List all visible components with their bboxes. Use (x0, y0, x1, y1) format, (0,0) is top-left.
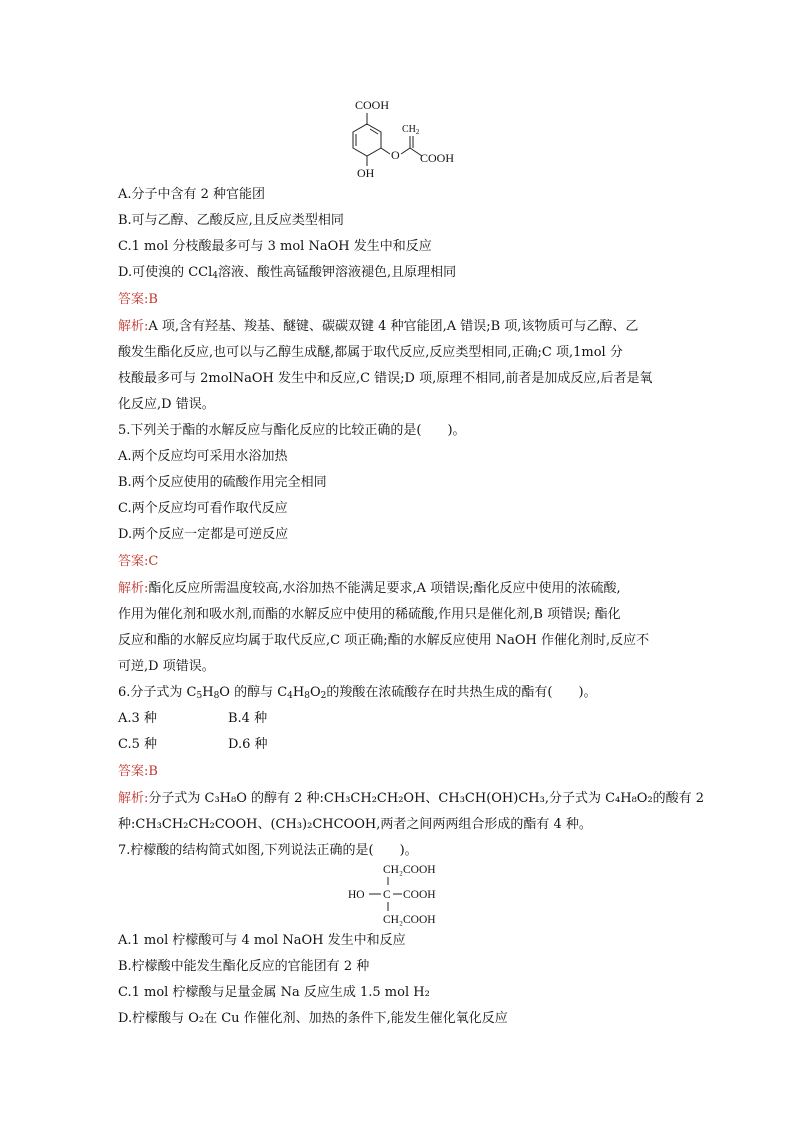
q5-option-b: B.两个反应使用的硫酸作用完全相同 (118, 475, 327, 490)
citric-cooh-group: COOH (403, 889, 436, 901)
q6-analysis-line-2: 种:CH₃CH₂CH₂COOH、(CH₃)₂CHCOOH,两者之间两两组合形成的酯有 4 种。 (118, 817, 592, 832)
q5-question: 5.下列关于酯的水解反应与酯化反应的比较正确的是( )。 (118, 423, 466, 438)
structure-oh: OH (357, 166, 375, 180)
q5-analysis-line-3: 反应和酯的水解反应均属于取代反应,C 项正确;酯的水解反应使用 NaOH 作催化剂时,反应不 (118, 633, 650, 648)
q6-analysis-line-1: 解析:分子式为 C₃H₈O 的醇有 2 种:CH₃CH₂CH₂OH、CH₃CH(OH)CH₃,分子式为 C₄H₈O₂的酸有 2 (118, 791, 705, 806)
q5-analysis-line-2: 作用为催化剂和吸水剂,而酯的水解反应中使用的稀硫酸,作用只是催化剂,B 项错误; 酯化 (118, 607, 621, 622)
q5-option-c: C.两个反应均可看作取代反应 (118, 501, 288, 516)
q7-question: 7.柠檬酸的结构简式如图,下列说法正确的是( )。 (118, 843, 418, 858)
chorismic-acid-structure (330, 96, 470, 182)
q6-option-c: C.5 种 (118, 737, 158, 752)
q5-answer: 答案:C (118, 554, 159, 569)
q4-analysis-line-1: 解析:A 项,含有羟基、羧基、醚键、碳碳双键 4 种官能团,A 错误;B 项,该物质可与乙醇、乙 (118, 319, 639, 334)
q4-option-d: D.可使溴的 CCl$_4$溶液、酸性高锰酸钾溶液褪色,且原理相同 (118, 265, 457, 281)
q4-answer: 答案:B (118, 292, 158, 307)
q4-option-c: C.1 mol 分枝酸最多可与 3 mol NaOH 发生中和反应 (118, 239, 432, 254)
q6-options-row-1 (118, 706, 686, 732)
q4-analysis-line-2: 酸发生酯化反应,也可以与乙醇生成醚,都属于取代反应,反应类型相同,正确;C 项,1mol 分 (118, 345, 623, 360)
q5-option-a: A.两个反应均可采用水浴加热 (118, 449, 288, 464)
q6-answer: 答案:B (118, 764, 158, 779)
citric-top-group: CH₂COOH (383, 864, 436, 876)
q6-option-d: D.6 种 (228, 737, 268, 752)
structure-cooh-right: COOH (420, 151, 455, 165)
q4-option-a: A.分子中含有 2 种官能团 (118, 187, 266, 202)
q5-option-d: D.两个反应一定都是可逆反应 (118, 527, 289, 542)
q5-analysis-line-4: 可逆,D 项错误。 (118, 659, 215, 674)
structure-ch2: $CH_2$ (402, 124, 420, 136)
q7-option-b: B.柠檬酸中能发生酯化反应的官能团有 2 种 (118, 959, 370, 974)
q7-option-c: C.1 mol 柠檬酸与足量金属 Na 反应生成 1.5 mol H₂ (118, 985, 430, 1000)
q6-option-b: B.4 种 (228, 711, 268, 726)
q6-question: 6.分子式为 $C_5H_8O$ 的醇与 $C_4H_8O_2$的羧酸在浓硫酸存在时共热生成的酯有( )。 (118, 685, 597, 701)
q6-options-row-2 (118, 732, 686, 758)
q5-analysis-line-1: 解析:酯化反应所需温度较高,水浴加热不能满足要求,A 项错误;酯化反应中使用的浓硫酸, (118, 581, 621, 596)
q7-option-d: D.柠檬酸与 O₂在 Cu 作催化剂、加热的条件下,能发生催化氧化反应 (118, 1011, 508, 1026)
q4-option-b: B.可与乙醇、乙酸反应,且反应类型相同 (118, 213, 344, 228)
citric-ho-group: HO (348, 889, 365, 901)
q4-analysis-line-3: 枝酸最多可与 2molNaOH 发生中和反应,C 错误;D 项,原理不相同,前者是加成反应,后者是氧 (118, 371, 653, 386)
structure-cooh-top: COOH (355, 98, 390, 112)
structure-o: O (391, 148, 400, 162)
citric-bottom-group: CH₂COOH (383, 914, 436, 926)
citric-acid-structure (346, 860, 456, 928)
q4-analysis-line-4: 化反应,D 错误。 (118, 397, 215, 412)
q6-option-a: A.3 种 (118, 711, 157, 726)
citric-central-carbon: C (383, 889, 391, 901)
q7-option-a: A.1 mol 柠檬酸可与 4 mol NaOH 发生中和反应 (118, 933, 406, 948)
